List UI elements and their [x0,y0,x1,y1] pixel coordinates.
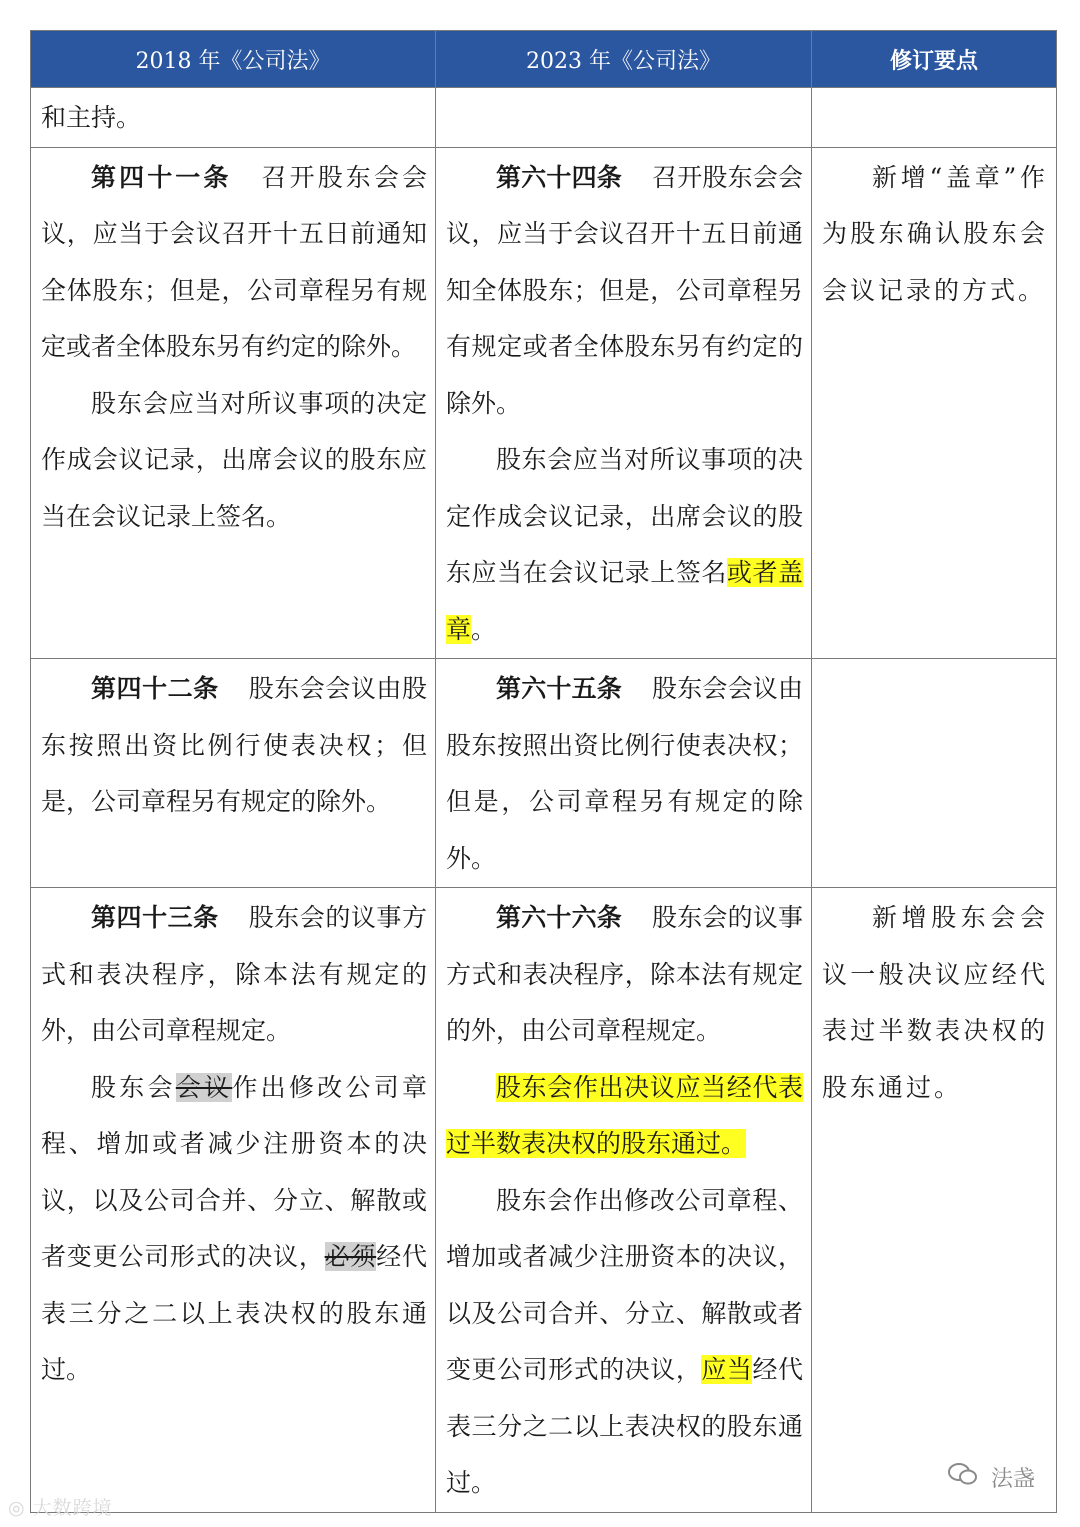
cell-2023 [436,88,812,148]
paragraph [446,432,803,658]
paragraph [41,661,427,831]
paragraph-text: 股东会 [91,1072,176,1102]
highlight-added: 股东会作出决议应当经代表过半数表决权的股东通过。 [446,1072,803,1158]
article-number: 第六十四条 [496,162,622,192]
paragraph [446,1173,803,1512]
watermark-text: 大数跨境 [32,1497,113,1519]
paragraph [446,1060,803,1173]
header-2023: 2023 年《公司法》 [436,31,812,88]
cell-2023 [436,147,812,659]
cell-notes [812,147,1057,659]
article-number: 第四十三条 [91,903,219,932]
revision-note: 新增股东会会议一般决议应经代表过半数表决权的股东通过。 [822,903,1048,1102]
cell-2018 [31,888,436,1513]
article-number: 第四十二条 [91,674,219,703]
strikethrough-deleted: 会议 [175,1072,233,1102]
paragraph-text: 召开股东会会议，应当于会议召开十五日前通知全体股东；但是，公司章程另有规定或者全体股东另有约定的除外。 [41,162,427,361]
paragraph-text: 作出修改公司章程、增加或者减少注册资本的决议，以及公司合并、分立、解散或者变更公司形式的决议， [41,1072,427,1271]
cell-notes [812,88,1057,148]
paragraph [446,890,803,1060]
cell-2023 [436,659,812,888]
table-row [31,88,1057,148]
watermark-right [948,1462,1035,1493]
paragraph-text: 股东会会议由股东按照出资比例行使表决权；但是，公司章程另有规定的除外。 [446,674,803,873]
article-number: 第四十一条 [91,162,232,192]
table-row [31,659,1057,888]
weibo-icon: ◎ [8,1497,26,1519]
cell-2023 [436,888,812,1513]
wechat-icon [948,1462,978,1492]
paragraph-text: 。 [471,614,497,644]
revision-note: 新增“盖章”作为股东确认股东会会议记录的方式。 [822,162,1048,305]
strikethrough-deleted: 必须 [324,1242,377,1271]
paragraph [41,890,427,1060]
paragraph-text: 股东会的议事方式和表决程序，除本法有规定的外，由公司章程规定。 [41,903,427,1045]
cell-notes [812,888,1057,1513]
paragraph-text: 召开股东会会议，应当于会议召开十五日前通知全体股东；但是，公司章程另有规定或者全体股东另有约定的除外。 [446,162,803,418]
cell-2018 [31,147,436,659]
paragraph-text: 股东会作出修改公司章程、增加或者减少注册资本的决议，以及公司合并、分立、解散或者变更公司形式的决议， [446,1185,803,1384]
table-row [31,147,1057,659]
comparison-table [30,30,1057,1513]
paragraph-text: 股东会的议事方式和表决程序，除本法有规定的外，由公司章程规定。 [446,903,803,1045]
article-number: 第六十五条 [496,674,622,703]
paragraph-text: 股东会应当对所议事项的决定作成会议记录，出席会议的股东应当在会议记录上签名 [446,445,803,587]
paragraph: 和主持。 [41,103,142,132]
header-row [31,31,1057,88]
table-row [31,888,1057,1513]
paragraph-text: 股东会会议由股东按照出资比例行使表决权；但是，公司章程另有规定的除外。 [41,674,427,816]
article-number: 第六十六条 [496,903,622,932]
header-revision-points: 修订要点 [812,31,1057,88]
paragraph-text: 经代表三分之二以上表决权的股东通过。 [446,1355,803,1497]
paragraph [41,150,427,376]
paragraph [41,1060,427,1399]
paragraph [446,150,803,433]
cell-notes [812,659,1057,888]
paragraph: 股东会应当对所议事项的决定作成会议记录，出席会议的股东应当在会议记录上签名。 [41,388,427,531]
highlight-added: 应当 [701,1355,753,1384]
paragraph-text: 经代表三分之二以上表决权的股东通过。 [41,1242,427,1384]
watermark-text: 法盏 [991,1467,1036,1492]
cell-2018 [31,88,436,148]
paragraph [446,661,803,887]
cell-2018 [31,659,436,888]
watermark-left [8,1493,113,1520]
highlight-added: 或者盖章 [446,558,803,644]
header-2018: 2018 年《公司法》 [31,31,436,88]
